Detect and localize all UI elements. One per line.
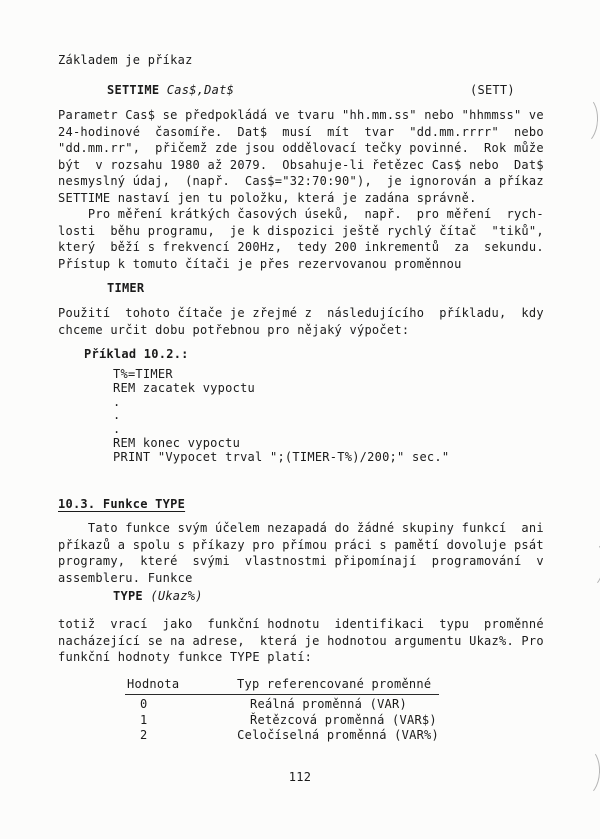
paragraph-line: Parametr Cas$ se předpokládá ve tvaru "hh.mm.ss" nebo "hhmmss" ve [58, 108, 544, 122]
code-line: REM konec vypoctu [113, 435, 241, 450]
table-cell-desc: Celočíselná proměnná (VAR%) [237, 728, 439, 743]
intro-line: Základem je příkaz [58, 53, 193, 67]
paragraph-line: nesmyslný údaj, (např. Cas$="32:70:90"), je ignorován a příkaz [58, 174, 544, 188]
paragraph-line: programy, které svými vlastnostmi připomínají programování v [58, 554, 544, 568]
paragraph-line: Použití tohoto čítače je zřejmé z následujícího příkladu, kdy [58, 306, 544, 320]
table-row [125, 728, 439, 744]
table-header-hodnota: Hodnota [127, 677, 180, 691]
paragraph-line: být v rozsahu 1980 až 2079. Obsahuje-li řetězec Cas$ nebo Dat$ [58, 157, 544, 172]
paragraph-line: chceme určit dobu potřebnou pro nějaký výpočet: [58, 322, 410, 337]
scan-artifact [569, 95, 599, 144]
table-cell-value: 0 [140, 697, 148, 711]
code-line: PRINT "Vypocet trval ";(TIMER-T%)/200;" sec." [113, 449, 450, 464]
type-args: (Ukaz%) [142, 589, 203, 603]
paragraph-line: funkční hodnoty funkce TYPE platí: [58, 650, 313, 664]
code-line: . [113, 422, 121, 437]
scan-artifact [575, 539, 600, 588]
code-line: T%=TIMER [113, 367, 173, 381]
settime-ref-code: (SETT) [470, 83, 515, 97]
code-line: . [113, 408, 121, 423]
paragraph-line: "dd.mm.rr", přičemž zde jsou oddělovací tečky povinné. Rok může [58, 141, 544, 155]
code-line: . [113, 394, 121, 409]
paragraph-line: losti běhu programu, je k dispozici ještě rychlý čítač "tiků", [58, 223, 544, 238]
settime-definition [107, 82, 234, 99]
paragraph-line: totiž vrací jako funkční hodnotu identifikaci typu proměnné [58, 617, 544, 631]
paragraph-line: 24-hodinové časomíře. Dat$ musí mít tvar "dd.mm.rrrr" nebo [58, 124, 544, 139]
paragraph-line: assembleru. Funkce [58, 570, 193, 585]
type-values-table [125, 677, 439, 744]
paragraph-line: příkazů a spolu s příkazy pro přímou práci s pamětí dovoluje psát [58, 537, 544, 552]
code-line: REM zacatek vypoctu [113, 380, 256, 395]
table-cell-desc: Řetězcová proměnná (VAR$) [250, 712, 437, 727]
page-number: 112 [288, 770, 312, 784]
paragraph-line: který běží s frekvencí 200Hz, tedy 200 inkrementů za sekundu. [58, 240, 544, 254]
table-row [125, 697, 439, 713]
type-keyword: TYPE [113, 589, 143, 603]
settime-args: Cas$,Dat$ [159, 83, 235, 97]
example-label: Příklad 10.2.: [84, 347, 189, 361]
paragraph-line: nacházející se na adrese, která je hodnotou argumentu Ukaz%. Pro [58, 633, 544, 648]
table-cell-value: 1 [140, 712, 148, 727]
paragraph-timer-usage [58, 305, 544, 338]
table-header-typ: Typ referencované proměnné [237, 677, 432, 691]
section-heading: 10.3. Funkce TYPE [58, 497, 186, 511]
code-example [113, 368, 449, 465]
table-row [125, 713, 439, 729]
paragraph-type-detail [58, 616, 544, 666]
paragraph-line: Pro měření krátkých časových úseků, např. pro měření rych- [58, 207, 544, 221]
paragraph-line: Tato funkce svým účelem nezapadá do žádné skupiny funkcí ani [58, 521, 544, 535]
table-cell-value: 2 [140, 728, 148, 743]
table-header-row [125, 677, 439, 695]
paragraph-type-intro [58, 520, 544, 586]
table-cell-desc: Reálná proměnná (VAR) [250, 697, 407, 711]
timer-keyword: TIMER [107, 281, 145, 295]
paragraph-line: Přístup k tomuto čítači je přes rezervovanou proměnnou [58, 256, 462, 271]
paragraph-line: SETTIME nastaví jen tu položku, která je zadána správně. [58, 190, 477, 205]
settime-keyword: SETTIME [107, 83, 160, 97]
type-definition [113, 588, 203, 605]
paragraph-settime-timer [58, 107, 544, 272]
scan-artifact [571, 747, 600, 796]
